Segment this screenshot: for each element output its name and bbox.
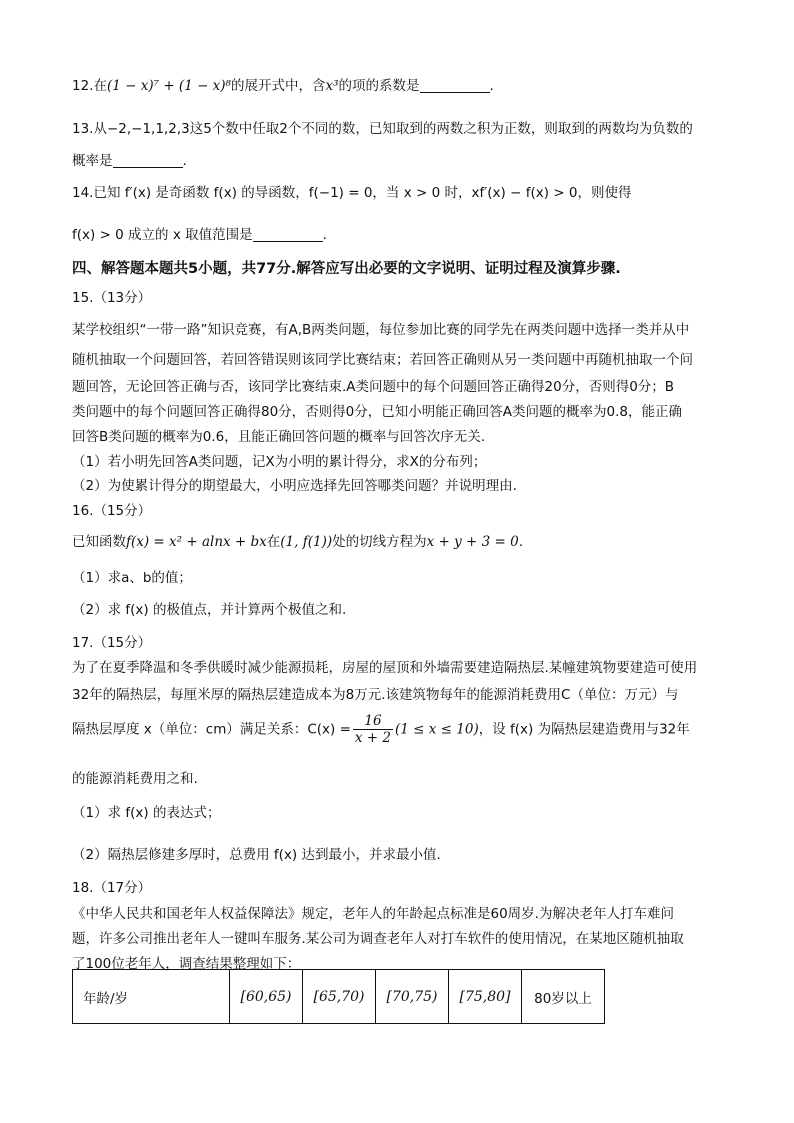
q16-tangent-line: x + y + 3 = 0	[426, 534, 519, 550]
q16-point: (1, f(1))	[280, 534, 333, 550]
q12-num: 12.	[72, 78, 94, 94]
q18-header: 18.（17分）	[72, 880, 152, 896]
q14-line2-pre: f(x) > 0 成立的 x 取值范围是	[72, 227, 253, 243]
q17-sub-2: （2）隔热层修建多厚时，总费用 f(x) 达到最小，并求最小值.	[72, 847, 441, 863]
question-13-line-1: 13.从−2,−1,1,2,3这5个数中任取2个不同的数，已知取到的两数之积为正数，则取到的两数均为负数的	[72, 121, 693, 137]
q15-para-line-5: 回答B类问题的概率为0.6，且能正确回答问题的概率与回答次序无关.	[72, 429, 486, 445]
q15-para-line-1: 某学校组织“一带一路”知识竞赛，有A,B两类问题，每位参加比赛的同学先在两类问题中选择一类并从中	[72, 322, 690, 338]
q17-para3-post: ，设 f(x) 为隔热层建造费用与32年	[478, 721, 690, 738]
q16-statement	[72, 530, 523, 550]
q17-para-1: 为了在夏季降温和冬季供暖时减少能源损耗，房屋的屋顶和外墙需要建造隔热层.某幢建筑物要建造可使用	[72, 660, 698, 676]
q17-para-4: 的能源消耗费用之和.	[72, 771, 198, 787]
q17-sub-1: （1）求 f(x) 的表达式；	[72, 805, 221, 821]
q13-answer-blank[interactable]	[113, 153, 183, 168]
q16-sub-2: （2）求 f(x) 的极值点，并计算两个极值之和.	[72, 602, 347, 618]
q16-stmt-mid2: 处的切线方程为	[332, 534, 427, 550]
q17-fraction-denominator: x + 2	[354, 730, 392, 746]
question-12	[72, 74, 494, 94]
q12-term: x³	[325, 78, 339, 94]
table-row	[73, 970, 605, 1024]
q18-para-line-3: 了100位老年人，调查结果整理如下：	[72, 956, 301, 972]
question-14-line-2	[72, 223, 327, 243]
q16-sub-1: （1）求a、b的值；	[72, 570, 192, 586]
q13-line2-pre: 概率是	[72, 153, 113, 169]
q17-para3-pre: 隔热层厚度 x（单位：cm）满足关系：C(x) =	[72, 721, 351, 738]
q16-stmt-pre: 已知函数	[72, 534, 126, 550]
q14-answer-blank[interactable]	[253, 227, 323, 242]
q12-answer-blank[interactable]	[420, 78, 490, 93]
section-4-title: 四、解答题本题共5小题，共77分.解答应写出必要的文字说明、证明过程及演算步骤.	[72, 261, 621, 277]
q15-header: 15.（13分）	[72, 290, 152, 306]
question-13-line-2	[72, 149, 187, 169]
q17-para-3	[72, 713, 690, 746]
q17-fraction-numerator: 16	[353, 713, 393, 730]
question-14-line-1: 14.已知 f′(x) 是奇函数 f(x) 的导函数，f(−1) = 0，当 x > 0 时，xf′(x) − f(x) > 0，则使得	[72, 185, 632, 201]
age-table	[72, 969, 605, 1024]
q12-post: 的项的系数是	[338, 78, 420, 94]
age-table-col-4: [75,80]	[449, 970, 522, 1024]
q16-function: f(x) = x² + alnx + bx	[126, 534, 267, 550]
q15-sub-2: （2）为使累计得分的期望最大，小明应选择先回答哪类问题？并说明理由.	[72, 478, 517, 494]
q14-line2-end: .	[322, 227, 327, 243]
q18-para-line-2: 题，许多公司推出老年人一键叫车服务.某公司为调查老年人对打车软件的使用情况，在某地区随机抽取	[72, 931, 684, 947]
q17-header: 17.（15分）	[72, 635, 152, 651]
q17-domain: (1 ≤ x ≤ 10)	[395, 721, 479, 738]
q17-para-2: 32年的隔热层，每厘米厚的隔热层建造成本为8万元.该建筑物每年的能源消耗费用C（单位：万元）与	[72, 687, 679, 703]
q17-fraction	[353, 713, 393, 746]
q16-stmt-end: .	[518, 534, 524, 550]
q15-sub-1: （1）若小明先回答A类问题，记X为小明的累计得分，求X的分布列；	[72, 454, 487, 470]
age-table-col-1: [60,65)	[230, 970, 303, 1024]
q12-pre: 在	[93, 78, 107, 94]
age-table-header: 年龄/岁	[73, 970, 230, 1024]
q15-para-line-3: 题回答，无论回答正确与否，该同学比赛结束.A类问题中的每个问题回答正确得20分，否则得0分；B	[72, 379, 675, 395]
q16-stmt-mid: 在	[266, 534, 281, 550]
q18-para-line-1: 《中华人民共和国老年人权益保障法》规定，老年人的年龄起点标准是60周岁.为解决老年人打车难问	[72, 906, 674, 922]
q12-mid: 的展开式中，含	[230, 78, 326, 94]
age-table-col-3: [70,75)	[376, 970, 449, 1024]
q12-end: .	[489, 78, 494, 94]
q12-expression: (1 − x)⁷ + (1 − x)⁸	[106, 78, 231, 94]
age-table-col-5: 80岁以上	[522, 970, 605, 1024]
age-table-col-2: [65,70)	[303, 970, 376, 1024]
q15-para-line-2: 随机抽取一个问题回答，若回答错误则该同学比赛结束；若回答正确则从另一类问题中再随机抽取一个问	[72, 352, 693, 368]
q13-line2-end: .	[182, 153, 187, 169]
q16-header: 16.（15分）	[72, 503, 152, 519]
q15-para-line-4: 类问题中的每个问题回答正确得80分，否则得0分，已知小明能正确回答A类问题的概率为0.8，能正确	[72, 404, 682, 420]
